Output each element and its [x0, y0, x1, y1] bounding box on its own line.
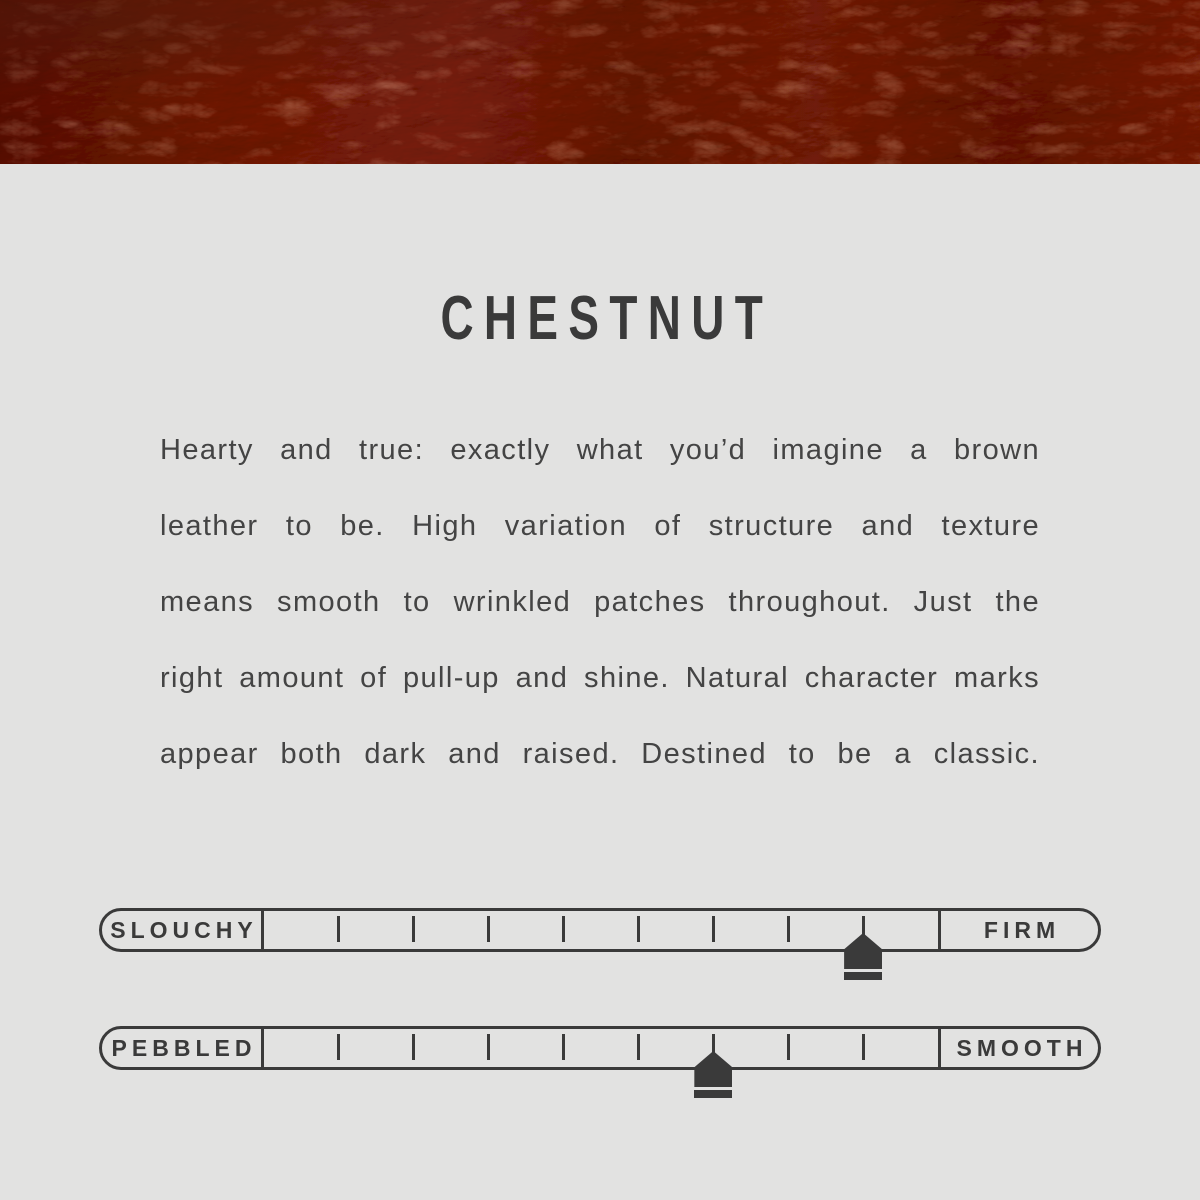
- scale-right-label: FIRM: [983, 916, 1061, 943]
- scale-tick: [337, 1034, 340, 1060]
- scale-tick: [337, 916, 340, 942]
- scale-pill: [99, 1026, 1101, 1070]
- scale-marker: [694, 1051, 732, 1098]
- scale-tick: [712, 916, 715, 942]
- scale-texture: [99, 1026, 1101, 1070]
- scale-tick: [637, 916, 640, 942]
- scale-left-label: PEBBLED: [111, 1034, 257, 1061]
- scale-tick: [862, 1034, 865, 1060]
- scale-marker-pointer-icon: [844, 933, 882, 969]
- scale-marker-pointer-icon: [694, 1051, 732, 1087]
- scale-tick: [412, 1034, 415, 1060]
- swatch-name-text: CHESTNUT: [440, 284, 774, 353]
- scale-tick: [487, 1034, 490, 1060]
- scale-track: [261, 911, 941, 949]
- scale-tick: [412, 916, 415, 942]
- scale-tick: [637, 1034, 640, 1060]
- scale-pill: [99, 908, 1101, 952]
- scale-tick: [787, 916, 790, 942]
- scale-left-label: SLOUCHY: [110, 916, 258, 943]
- scale-tick: [562, 916, 565, 942]
- swatch-description: Hearty and true: exactly what you’d imagine a brown leather to be. High variation of structure and texture means smooth to wrinkled patches throughout. Just the right amount of pull-up and shine. Natural character marks appear both dark and raised. Destined to be a classic.: [160, 434, 1040, 770]
- scale-marker: [844, 933, 882, 980]
- scale-tick: [787, 1034, 790, 1060]
- scale-track: [261, 1029, 941, 1067]
- scale-structure: [99, 908, 1101, 952]
- scale-tick: [562, 1034, 565, 1060]
- scale-marker-base: [694, 1090, 732, 1098]
- scale-tick: [487, 916, 490, 942]
- scale-marker-base: [844, 972, 882, 980]
- scale-right-label: SMOOTH: [956, 1034, 1088, 1061]
